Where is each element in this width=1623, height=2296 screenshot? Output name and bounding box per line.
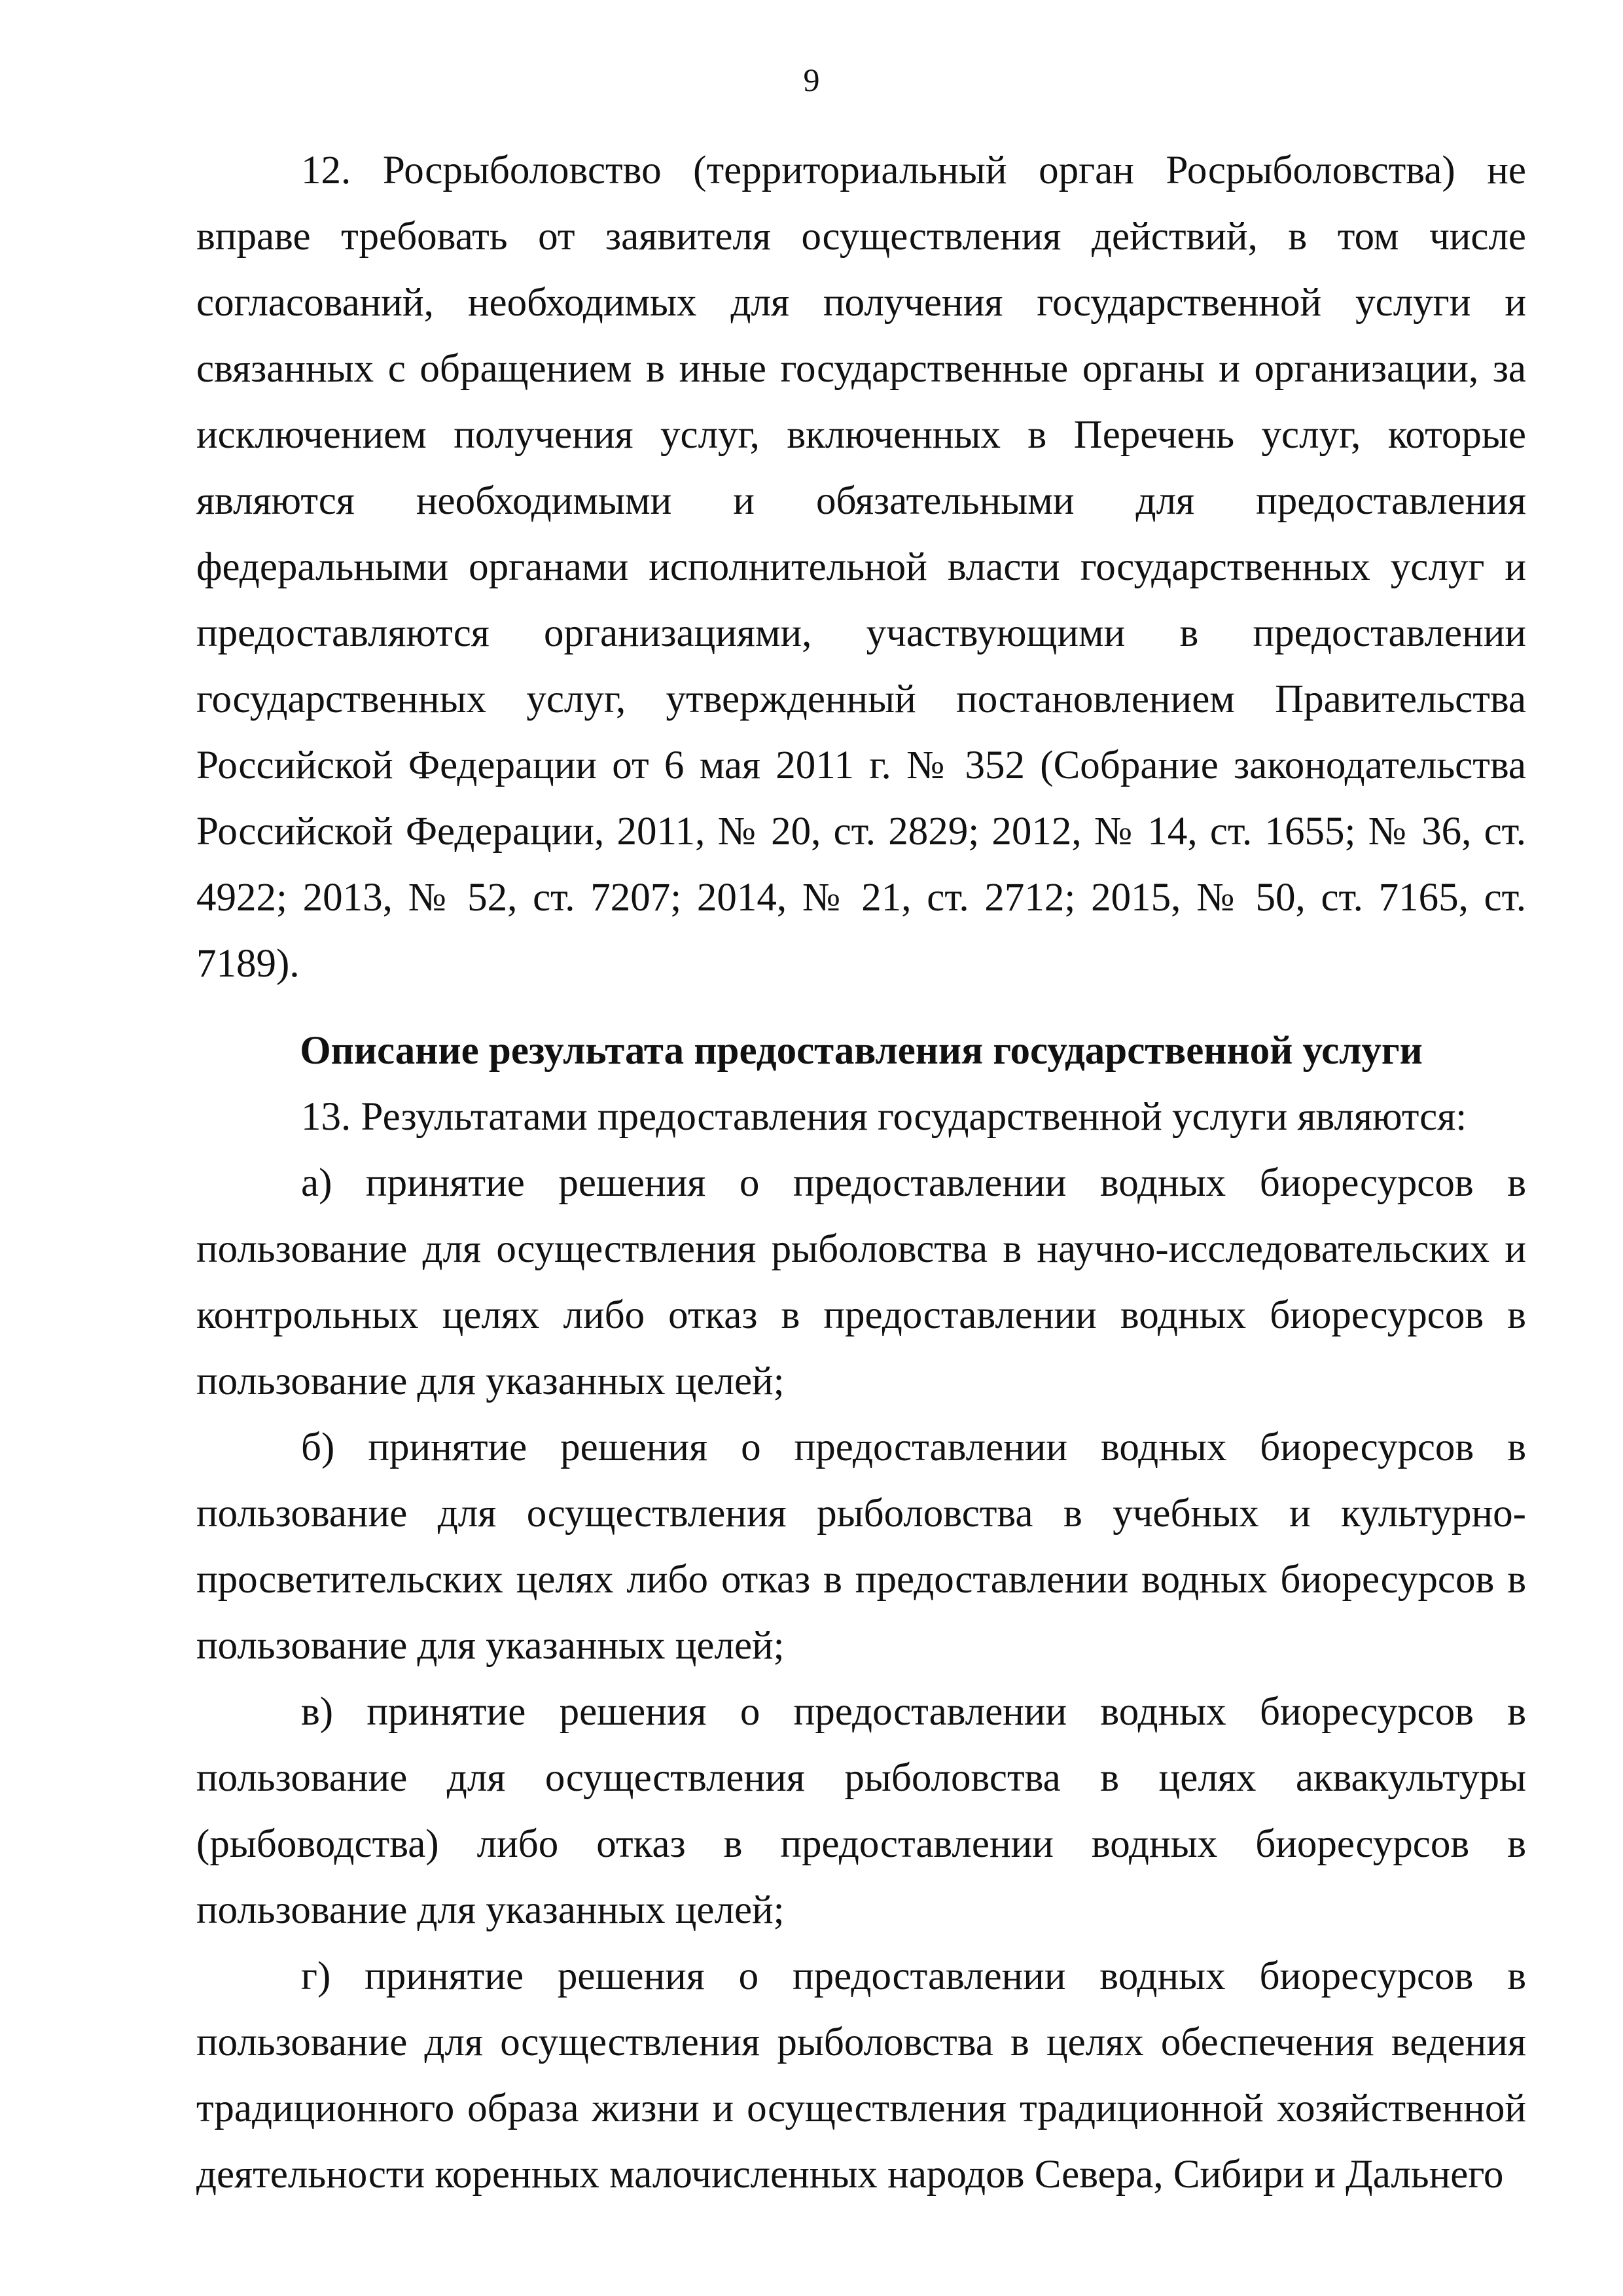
list-item-v: в) принятие решения о предоставлении водных биоресурсов в пользование для осуществления рыболовства в целях аквакультуры (рыбоводства) либо отказ в предоставлении водных биоресурсов в пользование для указанных целей; xyxy=(196,1690,1526,1932)
paragraph-13: 13. Результатами предоставления государственной услуги являются: xyxy=(301,1095,1467,1139)
list-item-b: б) принятие решения о предоставлении водных биоресурсов в пользование для осуществления рыболовства в учебных и культурно-просветительских целях либо отказ в предоставлении водных биоресурсов в пользование для указанных целей; xyxy=(196,1426,1526,1668)
page-number: 9 xyxy=(803,62,820,98)
list-item-g: г) принятие решения о предоставлении водных биоресурсов в пользование для осуществления рыболовства в целях обеспечения ведения традиционного образа жизни и осуществления традиционной хозяйственной деятельности коренных малочисленных народов Севера, Сибири и Дальнего xyxy=(196,1954,1526,2197)
section-heading: Описание результата предоставления государственной услуги xyxy=(300,1029,1423,1073)
list-item-a: а) принятие решения о предоставлении водных биоресурсов в пользование для осуществления рыболовства в научно-исследовательских и контрольных целях либо отказ в предоставлении водных биоресурсов в пользование для указанных целей; xyxy=(196,1161,1526,1403)
paragraph-12: 12. Росрыболовство (территориальный орган Росрыболовства) не вправе требовать от заявителя осуществления действий, в том числе согласований, необходимых для получения государственной услуги и связанных с обращением в иные государственные органы и организации, за исключением получения услуг, включенных в Перечень услуг, которые являются необходимыми и обязательными для предоставления федеральными органами исполнительной власти государственных услуг и предоставляются организациями, участвующими в предоставлении государственных услуг, утвержденный постановлением Правительства Российской Федерации от 6 мая 2011 г. № 352 (Собрание законодательства Российской Федерации, 2011, № 20, ст. 2829; 2012, № 14, ст. 1655; № 36, ст. 4922; 2013, № 52, ст. 7207; 2014, № 21, ст. 2712; 2015, № 50, ст. 7165, ст. 7189). xyxy=(196,149,1526,986)
document-body xyxy=(196,137,1526,2208)
